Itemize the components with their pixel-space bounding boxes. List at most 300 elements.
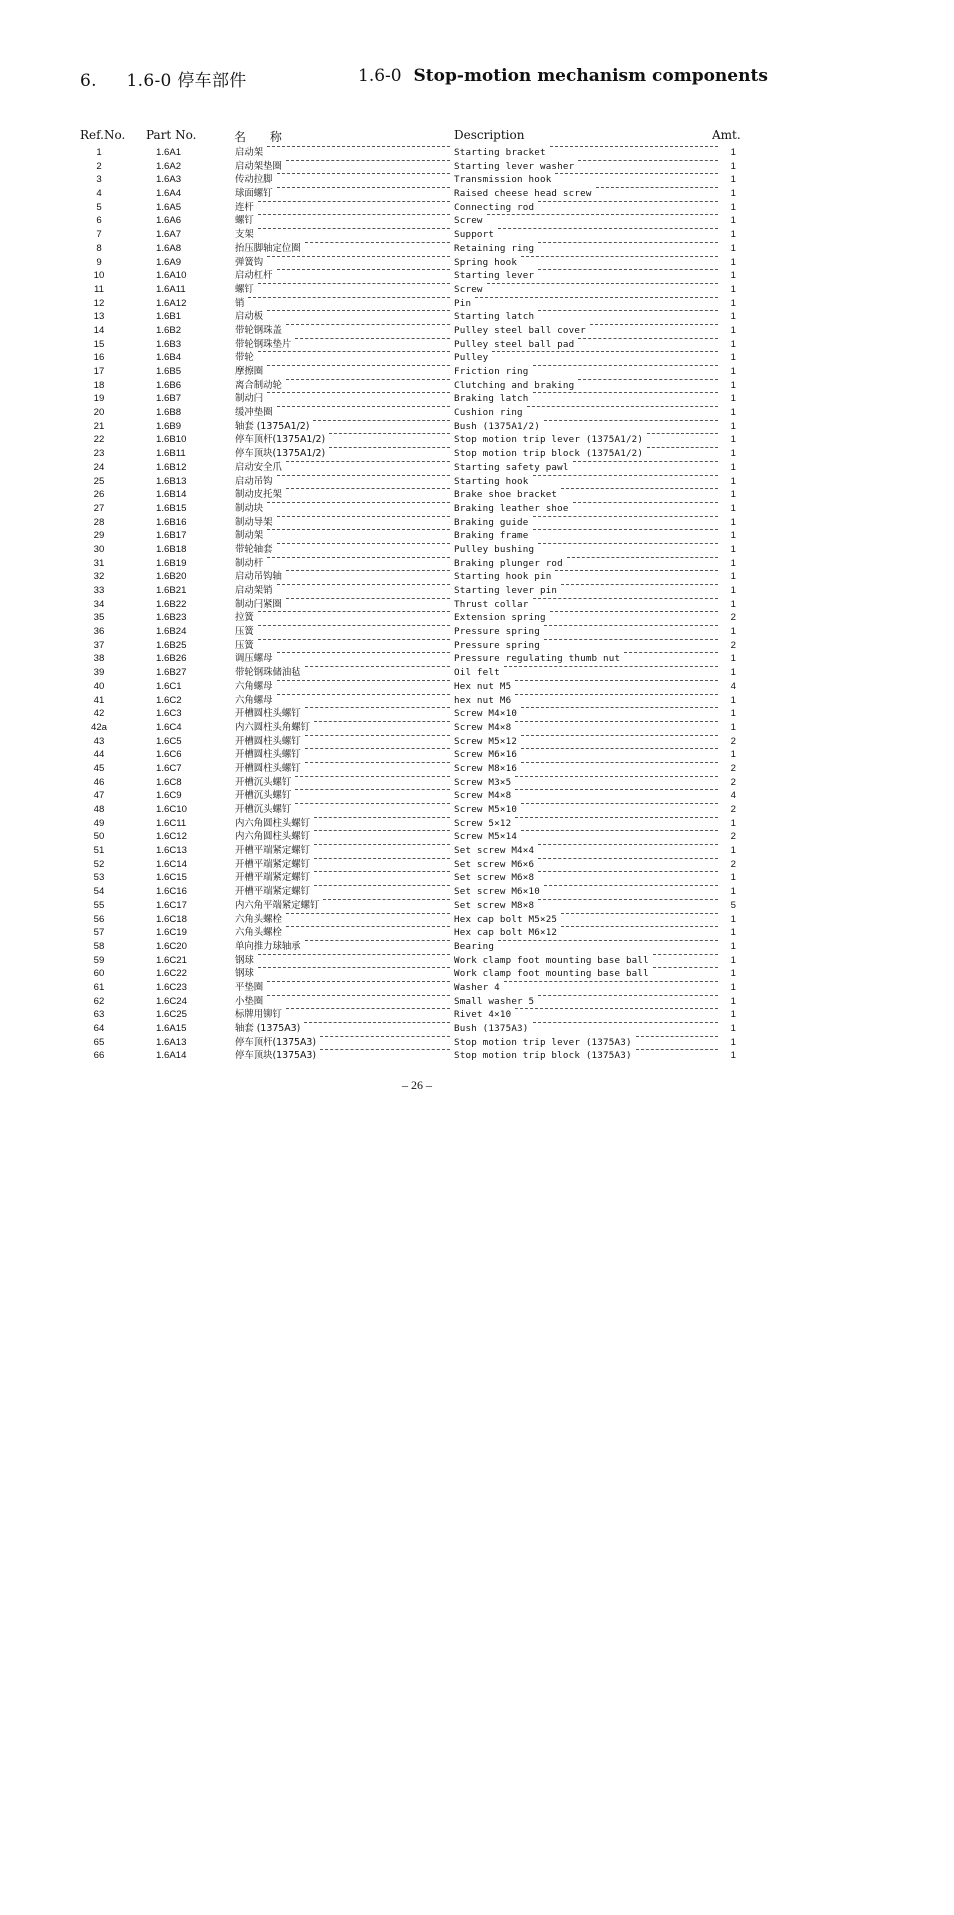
part-number: 1.6B9 xyxy=(156,420,182,432)
section-code-left: 1.6-0 xyxy=(126,71,172,91)
table-row xyxy=(0,611,954,625)
part-number: 1.6B3 xyxy=(156,338,182,350)
leader-line xyxy=(267,365,450,366)
part-number: 1.6C22 xyxy=(156,968,187,980)
ref-number: 37 xyxy=(93,639,105,651)
description: Screw M5×14 xyxy=(454,831,518,843)
table-row xyxy=(0,283,954,297)
chinese-name: 带轮钢珠储油毡 xyxy=(235,667,301,679)
chinese-name: 摩擦圈 xyxy=(235,366,264,377)
description: Pulley xyxy=(454,352,489,364)
leader-line xyxy=(277,269,450,270)
ref-number: 42a xyxy=(90,721,107,733)
part-number: 1.6A9 xyxy=(156,256,182,268)
amount: 1 xyxy=(730,913,736,925)
leader-line xyxy=(561,913,718,914)
leader-line xyxy=(636,1049,718,1050)
part-number: 1.6B22 xyxy=(156,598,187,610)
leader-line xyxy=(487,283,718,284)
leader-line xyxy=(561,584,718,585)
description: Braking frame xyxy=(454,530,529,542)
leader-line xyxy=(286,1008,450,1009)
ref-number: 42 xyxy=(93,708,105,720)
amount: 1 xyxy=(730,598,736,610)
ref-number: 33 xyxy=(93,585,105,596)
table-row xyxy=(0,844,954,858)
part-number: 1.6A5 xyxy=(156,201,182,213)
table-row xyxy=(0,420,954,434)
leader-line xyxy=(533,516,718,517)
ref-number: 63 xyxy=(93,1009,105,1021)
leader-line xyxy=(267,392,450,393)
description: Starting bracket xyxy=(454,147,546,158)
description: Hex nut M5 xyxy=(454,680,512,692)
description: Screw M4×8 xyxy=(454,721,512,733)
leader-line xyxy=(538,995,718,996)
leader-line xyxy=(277,173,450,174)
amount: 1 xyxy=(730,571,736,583)
ref-number: 8 xyxy=(96,242,102,254)
leader-line xyxy=(286,461,450,462)
description: Braking guide xyxy=(454,516,529,528)
part-number: 1.6A8 xyxy=(156,242,182,254)
leader-line xyxy=(258,967,450,968)
part-number: 1.6B11 xyxy=(156,448,186,460)
ref-number: 16 xyxy=(93,352,105,364)
leader-line xyxy=(305,707,450,708)
chinese-name: 开槽沉头螺钉 xyxy=(235,776,292,788)
chinese-name: 开槽沉头螺钉 xyxy=(235,804,292,815)
part-number: 1.6C21 xyxy=(156,954,187,966)
part-number: 1.6B4 xyxy=(156,352,182,364)
table-row xyxy=(0,926,954,940)
leader-line xyxy=(504,981,718,982)
leader-line xyxy=(258,611,450,612)
section-title-chinese: 停车部件 xyxy=(177,71,247,91)
amount: 1 xyxy=(730,694,736,706)
leader-line xyxy=(314,817,450,818)
chinese-name: 开槽圆柱头螺钉 xyxy=(235,762,301,774)
leader-line xyxy=(538,201,718,202)
amount: 1 xyxy=(730,886,736,898)
table-row xyxy=(0,1008,954,1022)
table-row xyxy=(0,406,954,420)
leader-line xyxy=(258,201,450,202)
leader-line xyxy=(492,351,718,352)
table-row xyxy=(0,242,954,256)
part-number: 1.6A12 xyxy=(156,297,187,309)
description: Starting latch xyxy=(454,311,535,323)
ref-number: 50 xyxy=(93,831,105,843)
leader-line xyxy=(305,762,450,763)
leader-line xyxy=(544,420,718,421)
amount: 1 xyxy=(730,981,736,993)
table-row xyxy=(0,338,954,352)
leader-line xyxy=(515,694,718,695)
chinese-name: 销 xyxy=(235,297,245,309)
table-row xyxy=(0,269,954,283)
part-number: 1.6A11 xyxy=(156,283,186,295)
column-header-description: Description xyxy=(454,128,525,142)
leader-line xyxy=(647,433,718,434)
part-number: 1.6C11 xyxy=(156,817,187,829)
table-row xyxy=(0,324,954,338)
part-number: 1.6C16 xyxy=(156,886,187,898)
description: Pressure spring xyxy=(454,626,540,638)
ref-number: 14 xyxy=(93,324,105,336)
part-number: 1.6C12 xyxy=(156,831,187,843)
amount: 1 xyxy=(730,927,736,939)
part-number: 1.6B17 xyxy=(156,530,187,542)
chinese-name: 制动皮托架 xyxy=(235,489,282,501)
description: Screw M5×10 xyxy=(454,804,518,815)
description: Friction ring xyxy=(454,366,529,377)
leader-line xyxy=(636,1036,718,1037)
table-row xyxy=(0,680,954,694)
description: Rivet 4×10 xyxy=(454,1009,512,1021)
table-row xyxy=(0,830,954,844)
part-number: 1.6A15 xyxy=(156,1023,187,1034)
leader-line xyxy=(504,666,718,667)
amount: 1 xyxy=(730,557,736,569)
description: Set screw M6×8 xyxy=(454,872,535,884)
description: Stop motion trip block (1375A1/2) xyxy=(454,448,644,460)
parts-table xyxy=(0,146,954,1063)
chinese-name: 内六角圆柱头螺钉 xyxy=(235,817,311,829)
ref-number: 52 xyxy=(93,858,105,870)
ref-number: 40 xyxy=(93,680,105,692)
ref-number: 9 xyxy=(96,256,102,268)
amount: 1 xyxy=(730,1009,736,1021)
amount: 1 xyxy=(730,420,736,432)
part-number: 1.6B26 xyxy=(156,653,187,665)
amount: 1 xyxy=(730,626,736,638)
part-number: 1.6B6 xyxy=(156,379,182,391)
table-row xyxy=(0,529,954,543)
ref-number: 47 xyxy=(93,790,105,802)
leader-line xyxy=(258,954,450,955)
ref-number: 61 xyxy=(93,981,105,993)
description: Small washer 5 xyxy=(454,995,535,1007)
description: Support xyxy=(454,229,495,241)
amount: 1 xyxy=(730,817,736,829)
part-number: 1.6C14 xyxy=(156,858,187,870)
ref-number: 38 xyxy=(93,653,105,665)
part-number: 1.6C8 xyxy=(156,776,182,788)
leader-line xyxy=(555,570,718,571)
ref-number: 23 xyxy=(93,448,105,460)
ref-number: 30 xyxy=(93,543,105,555)
amount: 2 xyxy=(730,639,736,651)
part-number: 1.6B5 xyxy=(156,366,182,377)
table-row xyxy=(0,817,954,831)
amount: 2 xyxy=(730,804,736,815)
table-row xyxy=(0,201,954,215)
part-number: 1.6B2 xyxy=(156,324,182,336)
part-number: 1.6C5 xyxy=(156,735,182,747)
amount: 1 xyxy=(730,749,736,761)
part-number: 1.6B16 xyxy=(156,516,187,528)
amount: 1 xyxy=(730,708,736,720)
part-number: 1.6C18 xyxy=(156,913,187,925)
leader-line xyxy=(521,707,718,708)
leader-line xyxy=(277,516,450,517)
amount: 5 xyxy=(730,899,736,911)
chinese-name: 开槽平端紧定螺钉 xyxy=(235,886,311,898)
ref-number: 55 xyxy=(93,899,105,911)
ref-number: 59 xyxy=(93,954,105,966)
leader-line xyxy=(314,844,450,845)
chinese-name: 制动闩紧圈 xyxy=(235,598,282,610)
chinese-name: 螺钉 xyxy=(235,283,254,295)
chinese-name: 六角头螺栓 xyxy=(235,927,282,939)
amount: 1 xyxy=(730,229,736,241)
table-row xyxy=(0,803,954,817)
chinese-name: 连杆 xyxy=(235,201,254,213)
description: Set screw M6×6 xyxy=(454,858,535,870)
part-number: 1.6B10 xyxy=(156,434,187,446)
description: Extension spring xyxy=(454,612,546,624)
leader-line xyxy=(286,926,450,927)
ref-number: 19 xyxy=(93,393,105,405)
leader-line xyxy=(277,584,450,585)
chinese-name: 带轮钢珠盖 xyxy=(235,324,282,336)
leader-line xyxy=(533,392,718,393)
ref-number: 11 xyxy=(94,283,104,295)
leader-line xyxy=(313,420,450,421)
chinese-name: 带轮轴套 xyxy=(235,543,273,555)
leader-line xyxy=(314,858,450,859)
leader-line xyxy=(314,871,450,872)
part-number: 1.6C17 xyxy=(156,899,187,911)
description: Oil felt xyxy=(454,667,500,679)
part-number: 1.6B19 xyxy=(156,557,187,569)
part-number: 1.6C6 xyxy=(156,749,182,761)
table-row xyxy=(0,954,954,968)
description: Stop motion trip block (1375A3) xyxy=(454,1050,632,1062)
leader-line xyxy=(538,844,718,845)
chinese-name: 六角螺母 xyxy=(235,694,273,706)
part-number: 1.6A6 xyxy=(156,215,182,227)
leader-line xyxy=(515,776,718,777)
chinese-name: 弹簧钩 xyxy=(235,256,264,268)
table-row xyxy=(0,995,954,1009)
table-row xyxy=(0,858,954,872)
leader-line xyxy=(314,721,450,722)
amount: 1 xyxy=(730,160,736,172)
leader-line xyxy=(267,310,450,311)
table-row xyxy=(0,707,954,721)
ref-number: 20 xyxy=(93,407,105,419)
leader-line xyxy=(521,803,718,804)
description: Bearing xyxy=(454,940,495,952)
chinese-name: 停车顶杆(1375A1/2) xyxy=(235,434,326,446)
table-row xyxy=(0,228,954,242)
amount: 1 xyxy=(730,489,736,501)
chinese-name: 制动架 xyxy=(235,530,264,542)
leader-line xyxy=(277,694,450,695)
part-number: 1.6B27 xyxy=(156,667,187,679)
leader-line xyxy=(521,830,718,831)
amount: 1 xyxy=(730,283,736,295)
ref-number: 32 xyxy=(93,571,105,583)
ref-number: 34 xyxy=(93,598,105,610)
leader-line xyxy=(286,324,450,325)
part-number: 1.6B23 xyxy=(156,612,187,624)
table-row xyxy=(0,735,954,749)
ref-number: 54 xyxy=(93,886,105,898)
leader-line xyxy=(295,803,450,804)
ref-number: 66 xyxy=(93,1050,105,1062)
table-row xyxy=(0,502,954,516)
table-row xyxy=(0,214,954,228)
part-number: 1.6C15 xyxy=(156,872,187,884)
table-row xyxy=(0,365,954,379)
amount: 1 xyxy=(730,940,736,952)
amount: 2 xyxy=(730,831,736,843)
leader-line xyxy=(314,830,450,831)
description: Pulley steel ball pad xyxy=(454,338,575,350)
amount: 1 xyxy=(730,653,736,665)
part-number: 1.6A7 xyxy=(156,229,182,241)
chinese-name: 球面螺钉 xyxy=(235,188,273,200)
part-number: 1.6A3 xyxy=(156,174,182,186)
part-number: 1.6B8 xyxy=(156,407,182,419)
description: Screw M8×16 xyxy=(454,762,518,774)
part-number: 1.6B1 xyxy=(156,311,182,323)
amount: 1 xyxy=(730,338,736,350)
ref-number: 24 xyxy=(93,461,105,473)
amount: 1 xyxy=(730,448,736,460)
chinese-name: 停车顶块(1375A3) xyxy=(235,1050,317,1062)
leader-line xyxy=(267,256,450,257)
ref-number: 57 xyxy=(93,927,105,939)
amount: 1 xyxy=(730,215,736,227)
chinese-name: 压簧 xyxy=(235,626,254,638)
ref-number: 18 xyxy=(93,379,105,391)
chinese-name: 传动拉脚 xyxy=(235,174,273,186)
amount: 1 xyxy=(730,954,736,966)
table-row xyxy=(0,379,954,393)
leader-line xyxy=(329,433,450,434)
ref-number: 4 xyxy=(96,188,102,200)
amount: 1 xyxy=(730,256,736,268)
description: Starting hook pin xyxy=(454,571,552,583)
amount: 2 xyxy=(730,612,736,624)
part-number: 1.6C9 xyxy=(156,790,182,802)
table-row xyxy=(0,187,954,201)
part-number: 1.6B15 xyxy=(156,502,187,514)
leader-line xyxy=(567,557,718,558)
column-header-ref: Ref.No. xyxy=(80,128,126,142)
chinese-name: 平垫圈 xyxy=(235,981,264,993)
amount: 2 xyxy=(730,762,736,774)
chinese-name: 带轮钢珠垫片 xyxy=(235,338,292,350)
leader-line xyxy=(277,543,450,544)
table-row xyxy=(0,557,954,571)
table-row xyxy=(0,762,954,776)
amount: 1 xyxy=(730,379,736,391)
ref-number: 35 xyxy=(93,612,105,624)
amount: 1 xyxy=(730,516,736,528)
leader-line xyxy=(624,652,718,653)
leader-line xyxy=(521,256,718,257)
leader-line xyxy=(653,967,718,968)
table-row xyxy=(0,256,954,270)
description: Pulley bushing xyxy=(454,543,535,555)
table-row xyxy=(0,721,954,735)
part-number: 1.6B21 xyxy=(156,585,187,596)
leader-line xyxy=(515,789,718,790)
amount: 1 xyxy=(730,721,736,733)
part-number: 1.6C2 xyxy=(156,694,182,706)
description: Spring hook xyxy=(454,256,518,268)
leader-line xyxy=(267,146,450,147)
table-row xyxy=(0,748,954,762)
leader-line xyxy=(590,324,718,325)
ref-number: 17 xyxy=(93,366,105,377)
leader-line xyxy=(305,242,450,243)
leader-line xyxy=(578,160,718,161)
ref-number: 25 xyxy=(93,475,105,487)
amount: 1 xyxy=(730,667,736,679)
description: Raised cheese head screw xyxy=(454,188,592,200)
part-number: 1.6A2 xyxy=(156,160,182,172)
description: Screw M6×16 xyxy=(454,749,518,761)
part-number: 1.6C24 xyxy=(156,995,187,1007)
chinese-name: 内六角圆柱头螺钉 xyxy=(235,831,311,843)
chinese-name: 调压螺母 xyxy=(235,653,273,665)
chinese-name: 轴套 (1375A3) xyxy=(235,1023,301,1034)
amount: 1 xyxy=(730,188,736,200)
amount: 1 xyxy=(730,475,736,487)
section-code-right: 1.6-0 xyxy=(358,66,402,86)
chinese-name: 启动架销 xyxy=(235,585,273,596)
leader-line xyxy=(305,748,450,749)
description: Transmission hook xyxy=(454,174,552,186)
ref-number: 31 xyxy=(93,557,105,569)
table-row xyxy=(0,652,954,666)
ref-number: 49 xyxy=(93,817,105,829)
description: Work clamp foot mounting base ball xyxy=(454,954,649,966)
ref-number: 27 xyxy=(93,502,105,514)
leader-line xyxy=(286,379,450,380)
table-row xyxy=(0,297,954,311)
amount: 1 xyxy=(730,1050,736,1062)
table-row xyxy=(0,146,954,160)
part-number: 1.6A10 xyxy=(156,270,187,282)
table-row xyxy=(0,694,954,708)
column-header-chinese-name: 名 称 xyxy=(234,130,292,144)
part-number: 1.6C25 xyxy=(156,1009,187,1021)
leader-line xyxy=(286,160,450,161)
chinese-name: 钢球 xyxy=(235,968,254,980)
chinese-name: 内六角平端紧定螺钉 xyxy=(235,899,320,911)
leader-line xyxy=(647,447,718,448)
description: hex nut M6 xyxy=(454,694,512,706)
leader-line xyxy=(550,146,718,147)
leader-line xyxy=(267,502,450,503)
leader-line xyxy=(277,652,450,653)
amount: 1 xyxy=(730,201,736,213)
amount: 1 xyxy=(730,147,736,158)
leader-line xyxy=(533,365,718,366)
description: Brake shoe bracket xyxy=(454,489,558,501)
ref-number: 44 xyxy=(93,749,105,761)
leader-line xyxy=(544,639,718,640)
chinese-name: 停车顶杆(1375A3) xyxy=(235,1036,317,1048)
part-number: 1.6C13 xyxy=(156,845,187,857)
